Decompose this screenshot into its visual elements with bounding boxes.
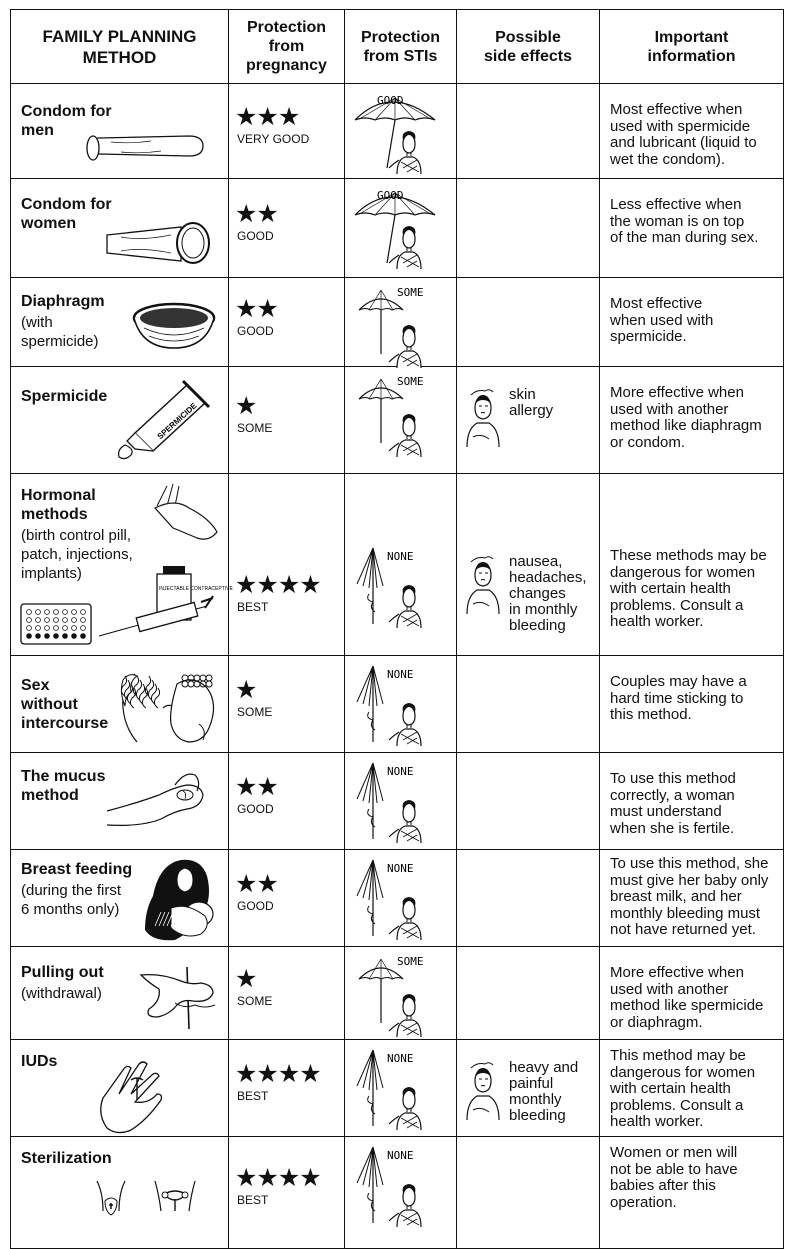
method-illustration	[141, 856, 225, 944]
method-name: Pulling out	[21, 964, 104, 981]
info-cell	[600, 947, 784, 1040]
svg-text:SOME: SOME	[397, 375, 424, 388]
star-rating: ★★	[235, 869, 278, 898]
star-rating: ★★★	[235, 102, 300, 131]
svg-text:NONE: NONE	[387, 862, 414, 875]
pregnancy-cell	[229, 474, 345, 656]
closed-umbrella-icon	[351, 662, 449, 746]
method-illustration	[101, 215, 221, 273]
withdrawal-icon	[135, 963, 225, 1031]
method-cell	[11, 474, 233, 656]
header-info: Important information	[600, 10, 784, 84]
small-umbrella-icon	[351, 373, 449, 457]
svg-text:GOOD: GOOD	[377, 189, 404, 202]
sti-cell	[345, 179, 457, 278]
header-sti: Protection from STIs	[345, 10, 457, 84]
sti-cell	[345, 84, 457, 179]
sti-cell	[345, 278, 457, 367]
method-note: (birth control pill, patch, injections, implants)	[21, 527, 133, 582]
method-cell	[11, 1137, 229, 1249]
sti-cell	[345, 367, 457, 474]
info-cell	[600, 474, 784, 656]
rating-label: GOOD	[237, 802, 274, 816]
breastfeeding-mother-icon	[141, 856, 225, 944]
closed-umbrella-icon	[351, 1046, 449, 1130]
couple-kissing-icon	[115, 664, 225, 750]
side-effect	[457, 554, 599, 634]
sti-cell	[345, 753, 457, 850]
side-effect-cell	[457, 367, 600, 474]
important-info: More effective when used with another method like spermicide or diaphragm.	[610, 964, 764, 1031]
rating-label: BEST	[237, 600, 269, 614]
svg-text:NONE: NONE	[387, 1052, 414, 1065]
star-rating: ★	[235, 675, 257, 704]
pregnancy-cell	[229, 179, 345, 278]
method-illustration	[91, 1175, 201, 1227]
important-info: To use this method, she must give her baby only breast milk, and her monthly bleeding must not have returned yet.	[610, 855, 769, 938]
side-effect-cell	[457, 947, 600, 1040]
sterilization-icon	[91, 1175, 201, 1227]
svg-text:SOME: SOME	[397, 955, 424, 968]
table-row	[11, 474, 784, 656]
method-cell	[11, 179, 229, 278]
method-cell	[11, 367, 229, 474]
side-effect	[457, 387, 599, 447]
closed-umbrella-icon	[351, 544, 449, 628]
header-method: FAMILY PLANNING METHOD	[11, 10, 229, 84]
star-rating: ★	[235, 391, 257, 420]
svg-text:NONE: NONE	[387, 765, 414, 778]
iud-hand-icon	[91, 1056, 171, 1132]
star-rating: ★★	[235, 199, 278, 228]
rating-label: SOME	[237, 994, 273, 1008]
sti-cell	[345, 947, 457, 1040]
method-cell	[11, 753, 229, 850]
important-info: Couples may have a hard time sticking to this method.	[610, 673, 747, 723]
important-info: This method may be dangerous for women with certain health problems. Consult a health worker.	[610, 1047, 756, 1130]
method-name: Condom for men	[21, 103, 112, 139]
method-note: (during the first 6 months only)	[21, 882, 122, 918]
side-effect-cell	[457, 753, 600, 850]
method-cell	[11, 84, 229, 179]
star-rating: ★★★★	[235, 1163, 321, 1192]
info-cell	[600, 1137, 784, 1249]
method-cell	[11, 278, 229, 367]
method-note: (withdrawal)	[21, 985, 102, 1002]
closed-umbrella-icon	[351, 759, 449, 843]
hand-mucus-icon	[105, 767, 215, 817]
table-row	[11, 84, 784, 179]
method-cell	[11, 1040, 229, 1137]
side-effect-text: nausea, headaches, changes in monthly bleeding	[509, 553, 587, 634]
sti-cell	[345, 850, 457, 947]
method-illustration	[115, 664, 225, 750]
male-condom-icon	[81, 122, 211, 172]
method-name: Sterilization	[21, 1150, 112, 1167]
sick-woman-icon	[461, 554, 505, 614]
info-cell	[600, 656, 784, 753]
spermicide-tube-icon	[107, 371, 217, 461]
important-info: Most effective when used with spermicide and lubricant (liquid to wet the condom).	[610, 101, 757, 168]
table-row	[11, 850, 784, 947]
side-effect-cell	[457, 474, 600, 656]
pregnancy-cell	[229, 947, 345, 1040]
svg-text:NONE: NONE	[387, 668, 414, 681]
svg-text:GOOD: GOOD	[377, 94, 404, 107]
method-illustration	[135, 963, 225, 1031]
side-effect-cell	[457, 84, 600, 179]
method-cell	[11, 656, 229, 753]
info-cell	[600, 278, 784, 367]
info-cell	[600, 367, 784, 474]
important-info: Less effective when the woman is on top of the man during sex.	[610, 196, 759, 246]
method-name: Condom for women	[21, 196, 112, 232]
table-row	[11, 947, 784, 1040]
side-effect-cell	[457, 1137, 600, 1249]
side-effect	[457, 1060, 599, 1124]
pregnancy-cell	[229, 84, 345, 179]
method-name: The mucus method	[21, 768, 106, 804]
star-rating: ★★★★	[235, 570, 321, 599]
rating-label: GOOD	[237, 899, 274, 913]
pregnancy-cell	[229, 656, 345, 753]
pregnancy-cell	[229, 1137, 345, 1249]
method-illustration	[107, 371, 217, 461]
method-illustration	[81, 122, 211, 172]
closed-umbrella-icon	[351, 856, 449, 940]
method-cell	[11, 850, 229, 947]
rating-label: BEST	[237, 1193, 269, 1207]
rating-label: VERY GOOD	[237, 132, 310, 146]
open-umbrella-icon	[351, 185, 449, 269]
info-cell	[600, 753, 784, 850]
important-info: To use this method correctly, a woman must understand when she is fertile.	[610, 770, 736, 837]
pregnancy-cell	[229, 850, 345, 947]
pregnancy-cell	[229, 1040, 345, 1137]
method-illustration	[105, 767, 215, 817]
side-effect-text: heavy and painful monthly bleeding	[509, 1059, 579, 1124]
svg-text:NONE: NONE	[387, 550, 414, 563]
sick-woman-icon	[461, 1060, 505, 1120]
important-info: Women or men will not be able to have babies after this operation.	[610, 1144, 738, 1211]
rating-label: SOME	[237, 705, 273, 719]
small-umbrella-icon	[351, 284, 449, 368]
pregnancy-cell	[229, 367, 345, 474]
method-name: Breast feeding	[21, 861, 133, 878]
star-rating: ★★★★	[235, 1059, 321, 1088]
svg-text:INJECTABLE CONTRACEPTIVE: INJECTABLE CONTRACEPTIVE	[159, 586, 233, 592]
rating-label: SOME	[237, 421, 273, 435]
sick-woman-icon	[461, 387, 505, 447]
side-effect-cell	[457, 179, 600, 278]
closed-umbrella-icon	[351, 1143, 449, 1227]
small-umbrella-icon	[351, 953, 449, 1037]
method-name: IUDs	[21, 1053, 58, 1070]
sti-cell	[345, 1137, 457, 1249]
side-effect-text: skin allergy	[509, 386, 554, 419]
table-row	[11, 1137, 784, 1249]
rating-label: GOOD	[237, 229, 274, 243]
info-cell	[600, 84, 784, 179]
sti-cell	[345, 1040, 457, 1137]
side-effect-cell	[457, 656, 600, 753]
table-row	[11, 367, 784, 474]
side-effect-cell	[457, 1040, 600, 1137]
female-condom-icon	[101, 215, 221, 273]
side-effect-cell	[457, 278, 600, 367]
table-row	[11, 278, 784, 367]
rating-label: GOOD	[237, 324, 274, 338]
info-cell	[600, 1040, 784, 1137]
method-illustration	[17, 478, 233, 654]
method-illustration	[129, 296, 219, 352]
side-effect-cell	[457, 850, 600, 947]
sti-cell	[345, 474, 457, 656]
method-cell	[11, 947, 229, 1040]
star-rating: ★★	[235, 294, 278, 323]
header-side-effects: Possible side effects	[457, 10, 600, 84]
diaphragm-icon	[129, 296, 219, 352]
method-name: Hormonal methods	[21, 487, 96, 523]
method-name: Diaphragm	[21, 293, 105, 310]
table-row	[11, 753, 784, 850]
method-illustration	[91, 1056, 171, 1132]
pregnancy-cell	[229, 753, 345, 850]
svg-text:SOME: SOME	[397, 286, 424, 299]
hormonal-methods-icon	[17, 478, 233, 654]
info-cell	[600, 179, 784, 278]
table-row	[11, 1040, 784, 1137]
method-note: (with spermicide)	[21, 314, 99, 350]
svg-text:SPERMICIDE: SPERMICIDE	[155, 401, 199, 442]
important-info: More effective when used with another method like diaphragm or condom.	[610, 384, 762, 451]
header-pregnancy: Protection from pregnancy	[229, 10, 345, 84]
pregnancy-cell	[229, 278, 345, 367]
sti-cell	[345, 656, 457, 753]
method-name: Spermicide	[21, 388, 108, 405]
info-cell	[600, 850, 784, 947]
important-info: Most effective when used with spermicide.	[610, 295, 714, 345]
method-name: Sex without intercourse	[21, 677, 109, 732]
table-row	[11, 179, 784, 278]
family-planning-table	[10, 9, 784, 1249]
star-rating: ★	[235, 964, 257, 993]
important-info: These methods may be dangerous for women with certain health problems. Consult a health worker.	[610, 547, 767, 630]
svg-text:NONE: NONE	[387, 1149, 414, 1162]
table-row	[11, 656, 784, 753]
star-rating: ★★	[235, 772, 278, 801]
rating-label: BEST	[237, 1089, 269, 1103]
open-umbrella-icon	[351, 90, 449, 174]
